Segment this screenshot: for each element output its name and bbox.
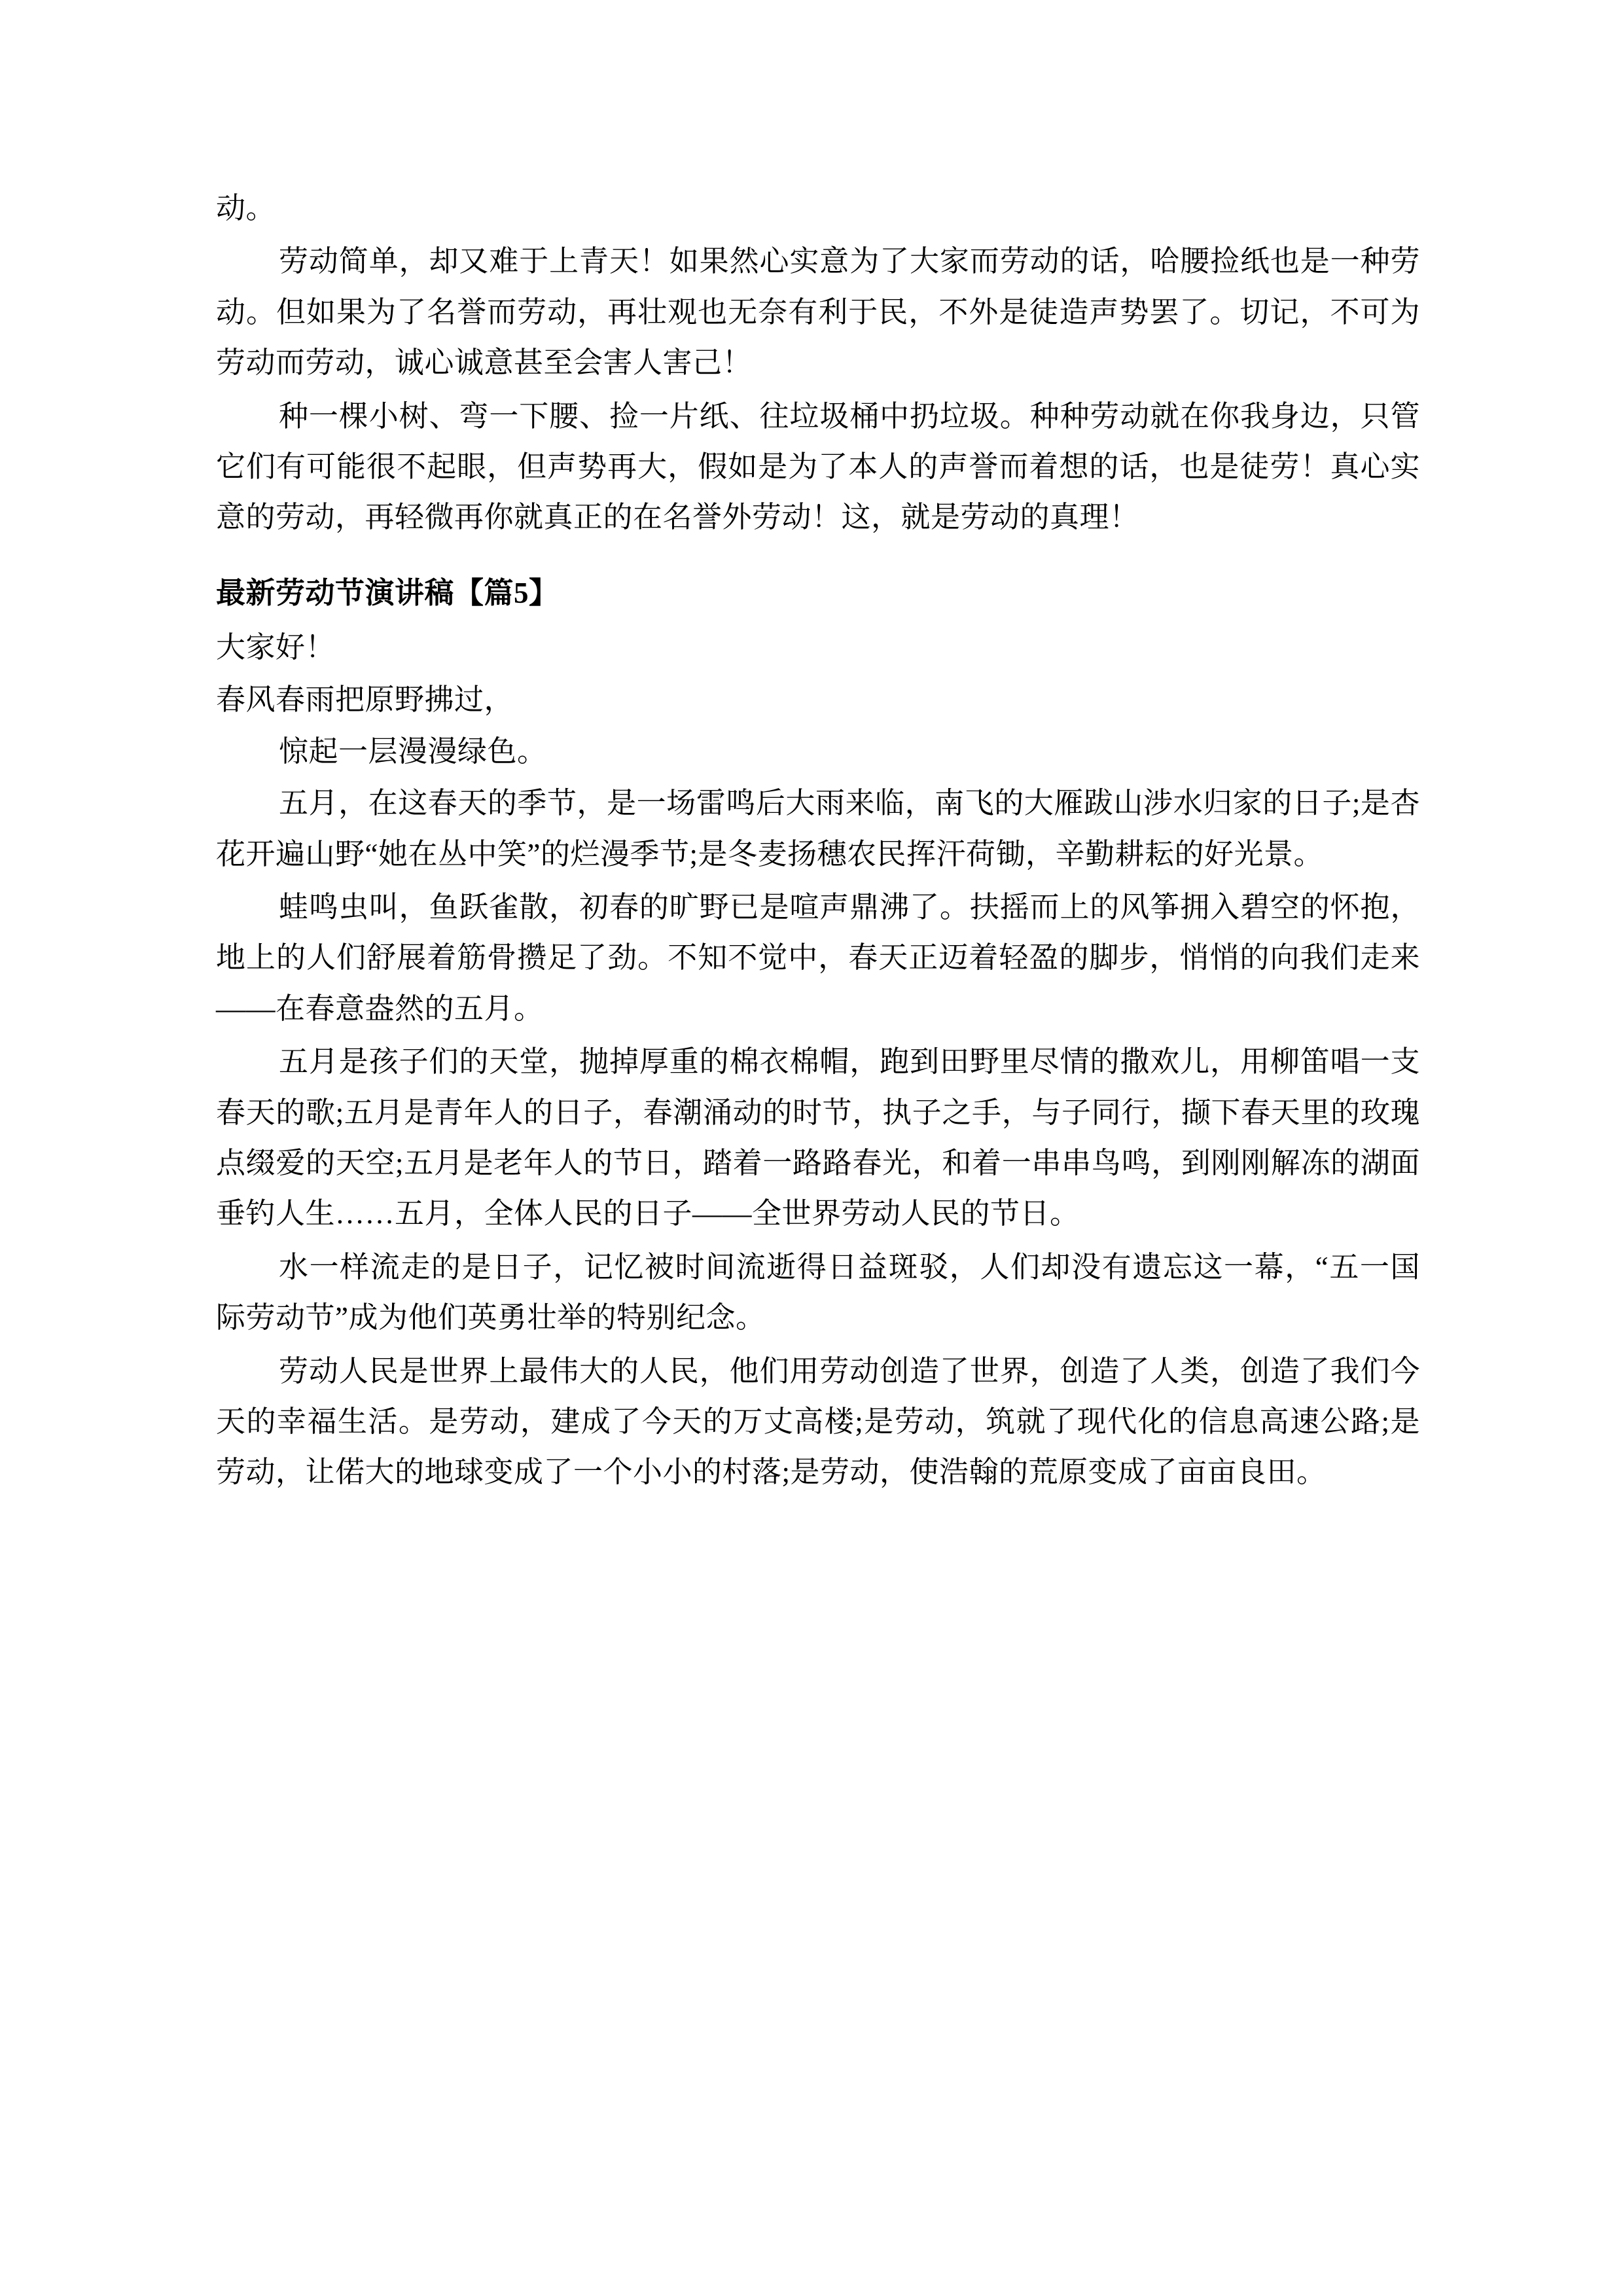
document-body [216,183,1420,1501]
paragraph: 种一棵小树、弯一下腰、捡一片纸、往垃圾桶中扔垃圾。种种劳动就在你我身边，只管它们有可能很不起眼，但声势再大，假如是为了本人的声誉而着想的话，也是徒劳！真心实意的劳动，再轻微再你就真正的在名誉外劳动！这，就是劳动的真理！ [216,399,1420,534]
paragraph: 劳动简单，却又难于上青天！如果然心实意为了大家而劳动的话，哈腰捡纸也是一种劳动。但如果为了名誉而劳动，再壮观也无奈有利于民，不外是徒造声势罢了。切记，不可为劳动而劳动，诚心诚意甚至会害人害己！ [216,245,1420,380]
paragraph: 动。 [216,192,276,224]
paragraph: 五月是孩子们的天堂，抛掉厚重的棉衣棉帽，跑到田野里尽情的撒欢儿，用柳笛唱一支春天的歌;五月是青年人的日子，春潮涌动的时节，执子之手，与子同行，撷下春天里的玫瑰点缀爱的天空;五月是老年人的节日，踏着一路路春光，和着一串串鸟鸣，到刚刚解冻的湖面垂钓人生……五月，全体人民的日子——全世界劳动人民的节日。 [216,1045,1420,1230]
paragraph: 蛙鸣虫叫，鱼跃雀散，初春的旷野已是喧声鼎沸了。扶摇而上的风筝拥入碧空的怀抱，地上的人们舒展着筋骨攒足了劲。不知不觉中，春天正迈着轻盈的脚步，悄悄的向我们走来——在春意盎然的五月。 [216,891,1420,1025]
paragraph: 劳动人民是世界上最伟大的人民，他们用劳动创造了世界，创造了人类，创造了我们今天的幸福生活。是劳动，建成了今天的万丈高楼;是劳动，筑就了现代化的信息高速公路;是劳动，让偌大的地球变成了一个小小的村落;是劳动，使浩翰的荒原变成了亩亩良田。 [216,1354,1420,1489]
section-heading: 最新劳动节演讲稿【篇5】 [216,576,559,609]
paragraph: 春风春雨把原野拂过， [216,683,514,716]
paragraph: 大家好！ [216,631,336,664]
paragraph: 惊起一层漫漫绿色。 [279,734,547,768]
paragraph: 水一样流走的是日子，记忆被时间流逝得日益斑驳，人们却没有遗忘这一幕，“五一国际劳动节”成为他们英勇壮举的特别纪念。 [216,1250,1420,1335]
paragraph: 五月，在这春天的季节，是一场雷鸣后大雨来临，南飞的大雁跋山涉水归家的日子;是杏花开遍山野“她在丛中笑”的烂漫季节;是冬麦扬穗农民挥汗荷锄，辛勤耕耘的好光景。 [216,787,1420,870]
